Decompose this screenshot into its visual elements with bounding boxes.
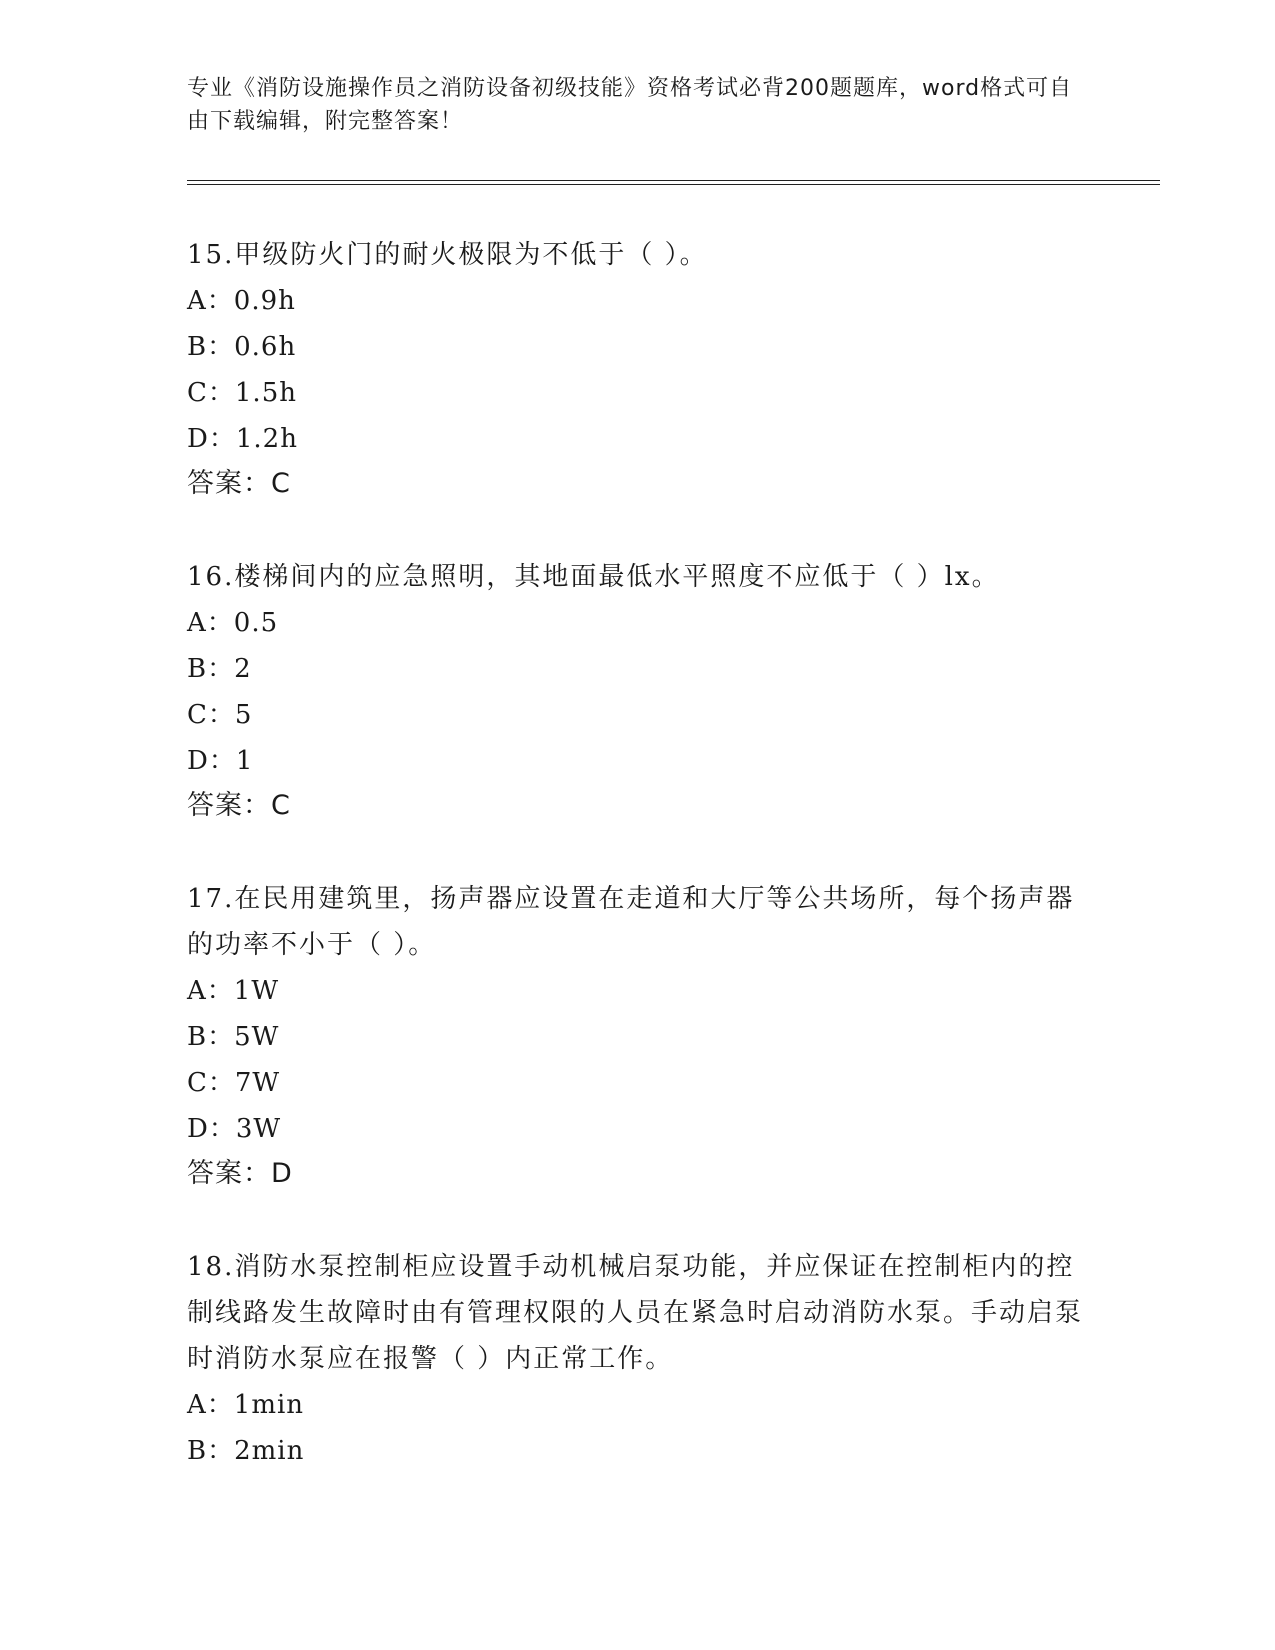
document-header: 专业《消防设施操作员之消防设备初级技能》资格考试必背200题题库，word格式可自由下载编辑，附完整答案！ <box>187 76 1073 134</box>
option-d: D：3W <box>187 1114 282 1144</box>
header-divider-top <box>187 180 1160 181</box>
answer-line: 答案：C <box>187 468 291 499</box>
option-d: D：1.2h <box>187 424 298 454</box>
option-a: A：0.9h <box>187 286 296 316</box>
question-stem: 15.甲级防火门的耐火极限为不低于（ ）。 <box>187 240 708 270</box>
option-a: A：1W <box>187 976 280 1006</box>
option-c: C：1.5h <box>187 378 297 408</box>
question-16 <box>187 554 1087 828</box>
question-15 <box>187 232 1087 506</box>
question-stem: 16.楼梯间内的应急照明，其地面最低水平照度不应低于（ ）lx。 <box>187 562 1000 592</box>
question-17 <box>187 876 1087 1196</box>
option-b: B：2 <box>187 654 252 684</box>
option-c: C：5 <box>187 700 253 730</box>
header-divider-bottom <box>187 184 1160 185</box>
answer-line: 答案：D <box>187 1158 293 1189</box>
option-d: D：1 <box>187 746 254 776</box>
answer-line: 答案：C <box>187 790 291 821</box>
option-b: B：2min <box>187 1436 305 1466</box>
option-a: A：1min <box>187 1390 305 1420</box>
question-stem: 17.在民用建筑里，扬声器应设置在走道和大厅等公共场所，每个扬声器的功率不小于（ ）。 <box>187 884 1075 960</box>
option-b: B：0.6h <box>187 332 297 362</box>
option-b: B：5W <box>187 1022 280 1052</box>
question-list <box>187 232 1087 1522</box>
option-c: C：7W <box>187 1068 281 1098</box>
question-18 <box>187 1244 1087 1474</box>
option-a: A：0.5 <box>187 608 279 638</box>
question-stem: 18.消防水泵控制柜应设置手动机械启泵功能，并应保证在控制柜内的控制线路发生故障时由有管理权限的人员在紧急时启动消防水泵。手动启泵时消防水泵应在报警（ ）内正常工作。 <box>187 1252 1084 1374</box>
